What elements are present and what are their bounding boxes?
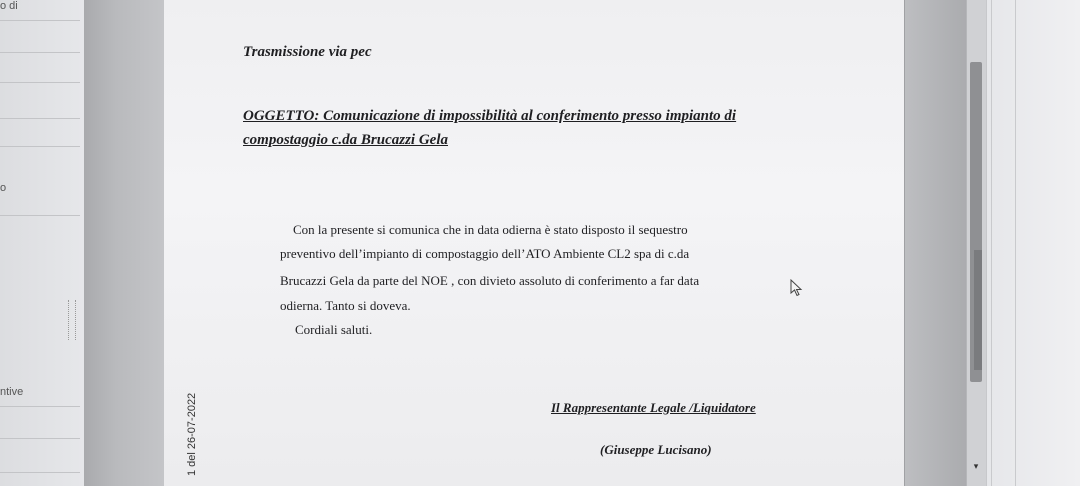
panel-label[interactable]: o di <box>0 0 18 12</box>
signature-name: (Giuseppe Lucisano) <box>600 442 712 457</box>
panel-splitter-handle[interactable] <box>68 300 76 340</box>
panel-row-divider <box>0 215 80 216</box>
scrollbar-thumb-grip[interactable] <box>974 250 982 370</box>
panel-row-divider <box>0 118 80 119</box>
panel-row-divider <box>0 438 80 439</box>
body-line: Brucazzi Gela da parte del NOE , con divieto assoluto di conferimento a far data <box>280 273 700 288</box>
subject-line: compostaggio c.da Brucazzi Gela <box>243 132 448 148</box>
panel-row-divider <box>0 52 80 53</box>
panel-divider <box>991 0 992 486</box>
panel-row-divider <box>0 82 80 83</box>
document-subject <box>243 104 736 152</box>
right-side-panel <box>986 0 1080 486</box>
panel-label[interactable]: o <box>0 182 7 194</box>
panel-label[interactable]: ntive <box>0 386 24 398</box>
mouse-pointer-icon <box>790 279 804 297</box>
panel-row-divider <box>0 146 80 147</box>
panel-row-divider <box>0 406 80 407</box>
panel-row-divider <box>0 20 80 21</box>
body-line: preventivo dell’impianto di compostaggio dell’ATO Ambiente CL2 spa di c.da <box>280 246 690 261</box>
page-left-margin <box>84 0 165 486</box>
document-page <box>164 0 904 486</box>
body-line: Cordiali saluti. <box>295 322 373 337</box>
protocol-stamp: 1 del 26-07-2022 <box>186 392 198 476</box>
left-sidebar-panel <box>0 0 85 486</box>
scroll-down-icon[interactable]: ▾ <box>973 462 979 472</box>
panel-divider <box>1015 0 1016 486</box>
transmission-note: Trasmissione via pec <box>243 44 372 60</box>
body-line: odierna. Tanto si doveva. <box>280 298 411 313</box>
signature-title: Il Rappresentante Legale /Liquidatore <box>551 400 756 415</box>
subject-line: OGGETTO: Comunicazione di impossibilità al conferimento presso impianto di <box>243 108 737 124</box>
body-line: Con la presente si comunica che in data odierna è stato disposto il sequestro <box>293 222 688 237</box>
panel-row-divider <box>0 472 80 473</box>
